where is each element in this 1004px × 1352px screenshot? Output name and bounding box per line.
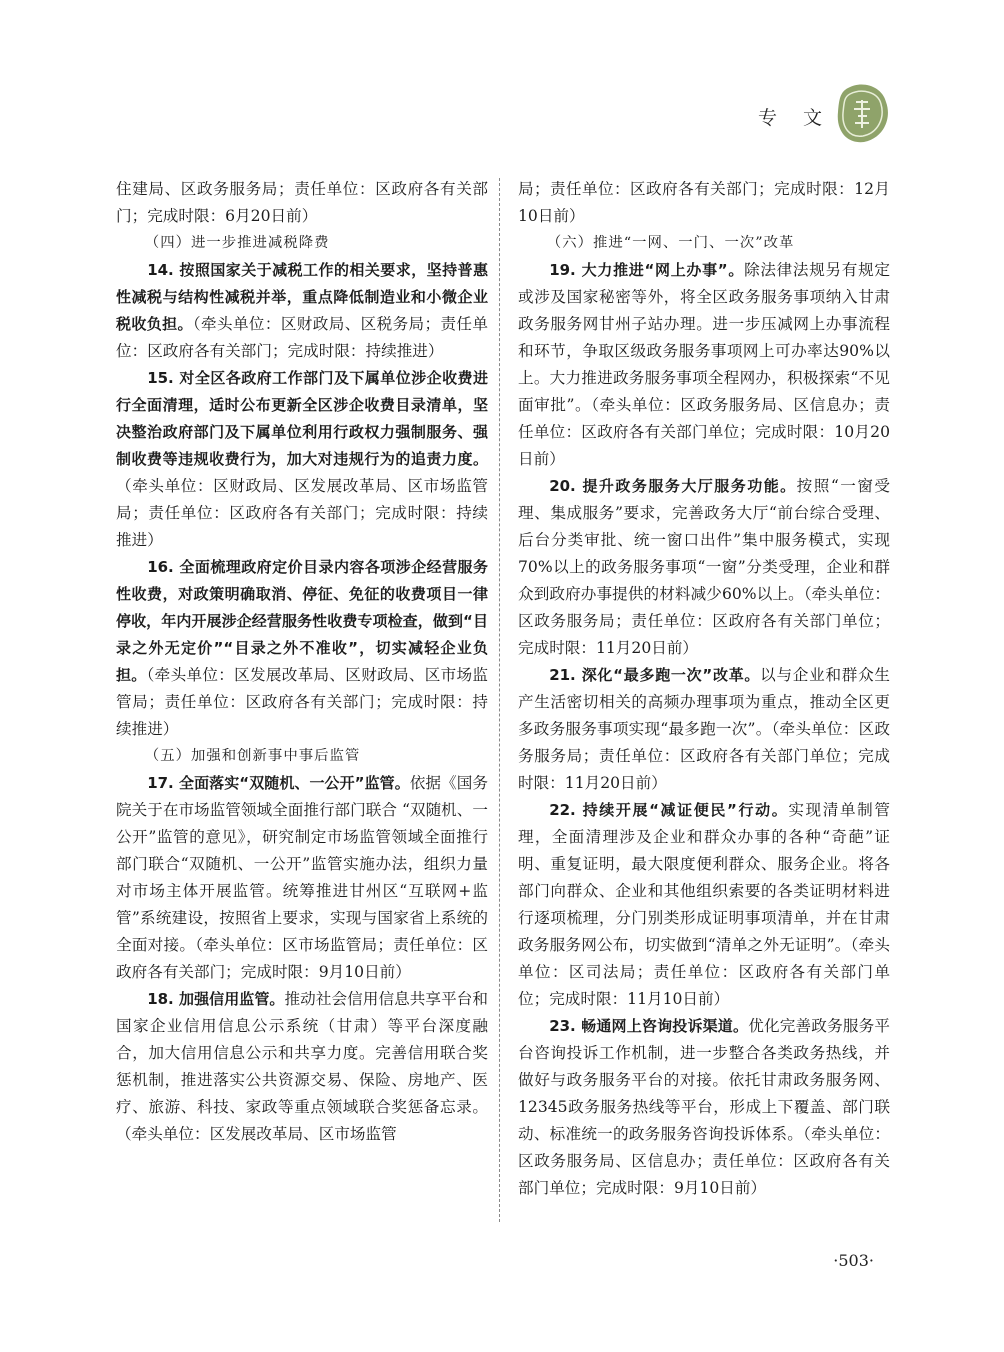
item-14	[116, 257, 488, 365]
item-title: 22. 持续开展“减证便民”行动。	[549, 801, 789, 819]
item-body: （牵头单位：区发展改革局、区财政局、区市场监管局；责任单位：区政府各有关部门；完成时限：持续推进）	[116, 666, 488, 738]
item-22	[518, 797, 890, 1013]
item-title: 18. 加强信用监管。	[147, 990, 285, 1008]
item-body: （牵头单位：区财政局、区发展改革局、区市场监管局；责任单位：区政府各有关部门；完成时限：持续推进）	[116, 477, 488, 549]
item-body: 实现清单制管理，全面清理涉及企业和群众办事的各种“奇葩”证明、重复证明，最大限度便利群众、服务企业。将各部门向群众、企业和其他组织索要的各类证明材料进行逐项梳理，分门别类形成证明事项清单，并在甘肃政务服务网公布，切实做到“清单之外无证明”。（牵头单位：区司法局；责任单位：区政府各有关部门单位；完成时限：11月10日前）	[518, 801, 890, 1008]
item-title: 16. 全面梳理政府定价目录内容各项涉企经营服务性收费，对政策明确取消、停征、免征的收费项目一律停收，年内开展涉企经营服务性收费专项检查，做到“目录之外无定价”“目录之外不准收”，切实减轻企业负担。	[116, 558, 488, 684]
column-divider	[499, 178, 500, 1222]
seal-stamp-icon	[834, 82, 890, 144]
item-body: 依据《国务院关于在市场监管领域全面推行部门联合 “双随机、一公开”监管的意见》，研究制定市场监管领域全面推行部门联合“双随机、一公开”监管实施办法，组织力量对市场主体开展监管。统筹推进甘州区“互联网+监管”系统建设，按照省上要求，实现与国家省上系统的全面对接。（牵头单位：区市场监管局；责任单位：区政府各有关部门；完成时限：9月10日前）	[116, 774, 488, 981]
item-18	[116, 986, 488, 1148]
item-15	[116, 365, 488, 554]
subheading: （五）加强和创新事中事后监管	[144, 748, 361, 764]
paragraph: 局；责任单位：区政府各有关部门；完成时限：12月10日前）	[518, 180, 890, 225]
item-title: 14. 按照国家关于减税工作的相关要求，坚持普惠性减税与结构性减税并举，重点降低制造业和小微企业税收负担。	[116, 261, 488, 333]
left-column	[116, 176, 488, 1148]
item-title: 21. 深化“最多跑一次”改革。	[549, 666, 761, 684]
item-body: 以与企业和群众生产生活密切相关的高频办理事项为重点，推动全区更多政务服务事项实现“最多跑一次”。（牵头单位：区政务服务局；责任单位：区政府各有关部门单位；完成时限：11月20日前）	[518, 666, 890, 792]
item-23	[518, 1013, 890, 1202]
item-21	[518, 662, 890, 797]
item-body: 推动社会信用信息共享平台和国家企业信用信息公示系统（甘肃）等平台深度融合，加大信用信息公示和共享力度。完善信用联合奖惩机制，推进落实公共资源交易、保险、房地产、医疗、旅游、科技、家政等重点领域联合奖惩备忘录。（牵头单位：区发展改革局、区市场监管	[116, 990, 488, 1143]
item-title: 23. 畅通网上咨询投诉渠道。	[549, 1017, 749, 1035]
item-title: 19. 大力推进“网上办事”。	[549, 261, 745, 279]
item-title: 15. 对全区各政府工作部门及下属单位涉企收费进行全面清理，适时公布更新全区涉企收费目录清单，坚决整治政府部门及下属单位利用行政权力强制服务、强制收费等违规收费行为，加大对违规行为的追责力度。	[116, 369, 488, 468]
item-body: 按照“一窗受理、集成服务”要求，完善政务大厅“前台综合受理、后台分类审批、统一窗口出件”集中服务模式，实现70%以上的政务服务事项“一窗”分类受理，企业和群众到政府办事提供的材料减少60%以上。（牵头单位：区政务服务局；责任单位：区政府各有关部门单位；完成时限：11月20日前）	[518, 477, 890, 657]
item-16	[116, 554, 488, 743]
right-column	[518, 176, 890, 1202]
item-20	[518, 473, 890, 662]
item-body: 优化完善政务服务平台咨询投诉工作机制，进一步整合各类政务热线，并做好与政务服务平台的对接。依托甘肃政务服务网、12345政务服务热线等平台，形成上下覆盖、部门联动、标准统一的政务服务咨询投诉体系。（牵头单位：区政务服务局、区信息办；责任单位：区政府各有关部门单位；完成时限：9月10日前）	[518, 1017, 890, 1197]
item-title: 20. 提升政务服务大厅服务功能。	[549, 477, 797, 495]
item-title: 17. 全面落实“双随机、一公开”监管。	[147, 774, 410, 792]
item-body: （牵头单位：区财政局、区税务局；责任单位：区政府各有关部门；完成时限：持续推进）	[116, 315, 488, 360]
item-19	[518, 257, 890, 473]
page-number: ·503·	[833, 1251, 874, 1270]
subheading: （六）推进“一网、一门、一次”改革	[546, 235, 795, 251]
subheading: （四）进一步推进减税降费	[144, 235, 330, 251]
item-body: 除法律法规另有规定或涉及国家秘密等外，将全区政务服务事项纳入甘肃政务服务网甘州子站办理。进一步压减网上办事流程和环节，争取区级政务服务事项网上可办率达90%以上。大力推进政务服务事项全程网办，积极探索“不见面审批”。（牵头单位：区政务服务局、区信息办；责任单位：区政府各有关部门单位；完成时限：10月20日前）	[518, 261, 890, 468]
paragraph: 住建局、区政务服务局；责任单位：区政府各有关部门；完成时限：6月20日前）	[116, 180, 488, 225]
item-17	[116, 770, 488, 986]
section-header: 专 文	[757, 107, 832, 129]
